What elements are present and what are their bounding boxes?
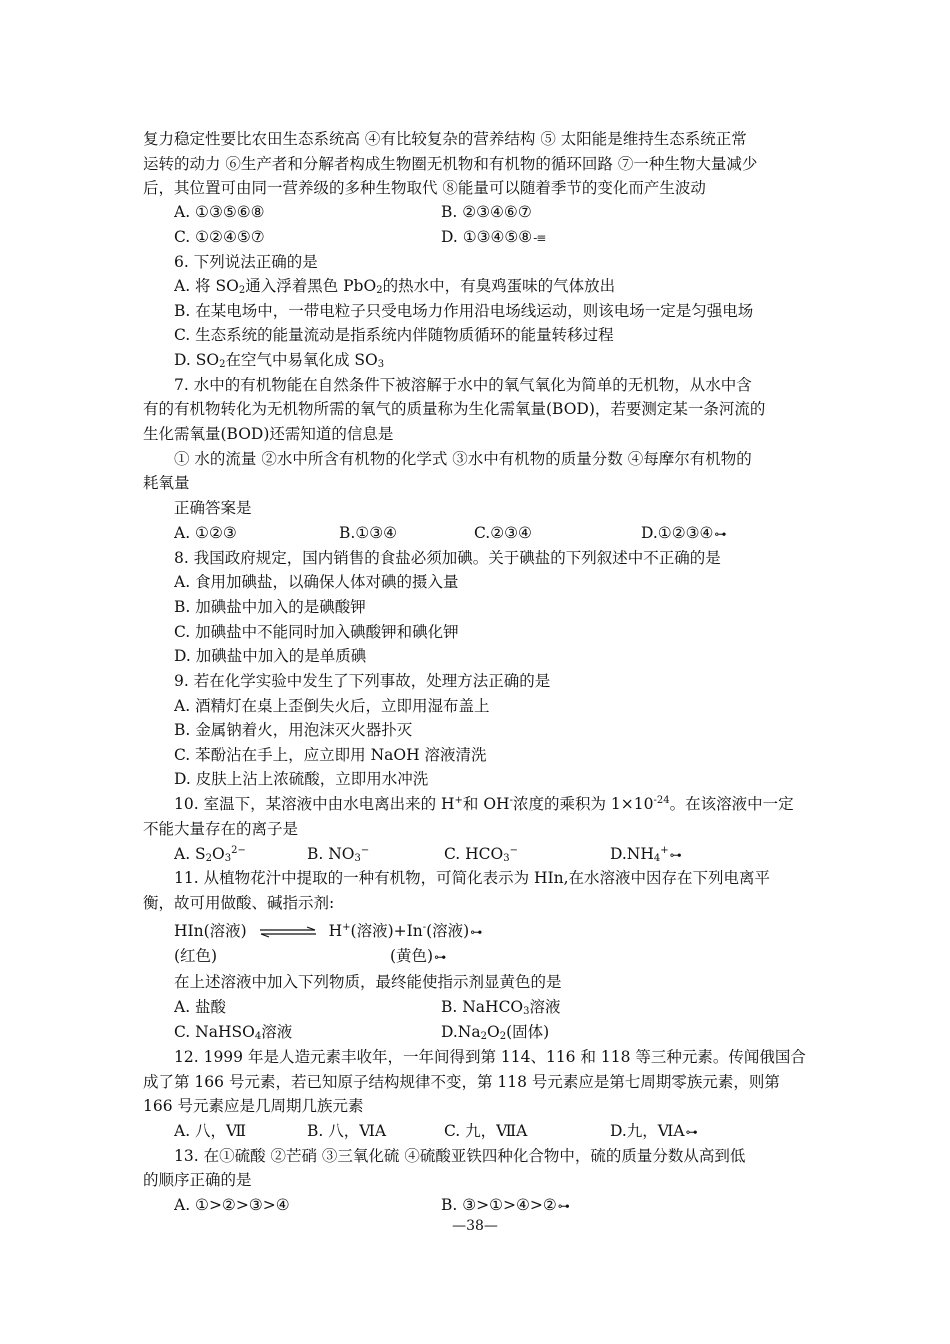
q11-eq-left: HIn(溶液) xyxy=(174,922,247,940)
equilibrium-arrows-icon xyxy=(258,926,318,938)
q9-option-d: D. 皮肤上沾上浓硫酸，立即用水冲洗 xyxy=(174,770,429,788)
q7-options xyxy=(174,521,824,545)
q6-stem: 6. 下列说法正确的是 xyxy=(174,253,318,271)
q12-option-c: C. 九，ⅦA xyxy=(444,1122,528,1140)
q7-text-line-5: 耗氧量 xyxy=(143,474,190,492)
q10-text-line-1: 10. 室温下，某溶液中由水电离出来的 H+和 OH-浓度的乘积为 $1\times 10^{-24}$。在该溶液中一定 xyxy=(174,795,794,813)
q7-text-line-2: 有的有机物转化为无机物所需的氧气的质量称为生化需氧量(BOD)，若要测定某一条河流的 xyxy=(143,400,766,418)
q7-option-d: D.①②③④⊶ xyxy=(641,521,725,545)
q11-option-b: B. NaHCO$_3$溶液 xyxy=(441,998,561,1017)
q9-stem: 9. 若在化学实验中发生了下列事故，处理方法正确的是 xyxy=(174,672,551,690)
q10-option-c: C. $HCO_3^-$ xyxy=(444,845,519,864)
answer-mark-icon: -≡ xyxy=(533,231,546,245)
q11-eq-right: H+(溶液)+In-(溶液)⊶ xyxy=(329,922,482,940)
q8-option-a: A. 食用加碘盐，以确保人体对碘的摄入量 xyxy=(174,573,459,591)
q8-option-b: B. 加碘盐中加入的是碘酸钾 xyxy=(174,598,366,616)
q5-option-a: A. ①③⑤⑥⑧ xyxy=(174,203,265,221)
q8-stem: 8. 我国政府规定，国内销售的食盐必须加碘。关于碘盐的下列叙述中不正确的是 xyxy=(174,549,721,567)
q5-text-line-3: 后，其位置可由同一营养级的多种生物取代 ⑧能量可以随着季节的变化而产生波动 xyxy=(143,179,706,197)
q11-option-row-1 xyxy=(174,995,824,1019)
q10-option-b: B. $NO_3^-$ xyxy=(307,845,370,864)
q7-text-line-1: 7. 水中的有机物能在自然条件下被溶解于水中的氧气氧化为简单的无机物，从水中含 xyxy=(174,376,752,394)
q12-option-d: D.九，ⅥA⊶ xyxy=(610,1119,697,1143)
page-number: —38— xyxy=(452,1218,498,1234)
q10-options xyxy=(174,842,824,866)
answer-mark-icon: ⊶ xyxy=(669,848,681,862)
q12-option-a: A. 八，Ⅶ xyxy=(174,1122,247,1140)
answer-mark-icon: ⊶ xyxy=(434,950,446,964)
q11-stem: 在上述溶液中加入下列物质，最终能使指示剂显黄色的是 xyxy=(174,973,562,991)
q7-answer-prompt: 正确答案是 xyxy=(174,499,252,517)
answer-mark-icon: ⊶ xyxy=(685,1125,697,1139)
q6-option-c: C. 生态系统的能量流动是指系统内伴随物质循环的能量转移过程 xyxy=(174,326,614,344)
q11-option-row-2 xyxy=(174,1020,824,1044)
q11-text-line-2: 衡，故可用做酸、碱指示剂: xyxy=(143,894,335,912)
q7-option-a: A. ①②③ xyxy=(174,524,237,542)
q13-option-b: B. ③>①>④>②⊶ xyxy=(441,1193,569,1217)
q12-text-line-3: 166 号元素应是几周期几族元素 xyxy=(143,1097,364,1115)
q9-option-a: A. 酒精灯在桌上歪倒失火后，立即用湿布盖上 xyxy=(174,697,490,715)
q10-option-a: A. $S_2O_3^{2-}$ xyxy=(174,845,246,864)
q11-text-line-1: 11. 从植物花汁中提取的一种有机物，可简化表示为 HIn,在水溶液中因存在下列电离平 xyxy=(174,869,771,887)
q9-option-c: C. 苯酚沾在手上，应立即用 NaOH 溶液清洗 xyxy=(174,746,487,764)
q5-text-line-1: 复力稳定性要比农田生态系统高 ④有比较复杂的营养结构 ⑤ 太阳能是维持生态系统正常 xyxy=(143,130,747,148)
q11-equilibrium-equation xyxy=(174,919,824,943)
q7-text-line-4: ① 水的流量 ②水中所含有机物的化学式 ③水中有机物的质量分数 ④每摩尔有机物的 xyxy=(174,450,752,468)
q9-option-b: B. 金属钠着火，用泡沫灭火器扑灭 xyxy=(174,721,413,739)
answer-mark-icon: ⊶ xyxy=(557,1199,569,1213)
q5-option-row-2 xyxy=(174,225,824,249)
q5-option-c: C. ①②④⑤⑦ xyxy=(174,228,265,246)
answer-mark-icon: ⊶ xyxy=(714,527,726,541)
q11-color-labels xyxy=(174,944,824,968)
q11-color-red: (红色) xyxy=(174,947,218,965)
q11-option-a: A. 盐酸 xyxy=(174,998,227,1016)
q13-option-a: A. ①>②>③>④ xyxy=(174,1196,290,1214)
q13-text-line-1: 13. 在①硫酸 ②芒硝 ③三氧化硫 ④硫酸亚铁四种化合物中，硫的质量分数从高到低 xyxy=(174,1147,746,1165)
q10-option-d: $D.NH_4^+⊶$ xyxy=(610,842,681,866)
q12-options xyxy=(174,1119,824,1143)
q11-option-d: $D.Na_2O_2$(固体) xyxy=(441,1023,550,1042)
q12-text-line-1: 12. 1999 年是人造元素丰收年，一年间得到第 114、116 和 118 等三种元素。传闻俄国合 xyxy=(174,1048,806,1066)
q7-text-line-3: 生化需氧量(BOD)还需知道的信息是 xyxy=(143,425,394,443)
q5-option-row-1 xyxy=(174,200,824,224)
q8-option-c: C. 加碘盐中不能同时加入碘酸钾和碘化钾 xyxy=(174,623,459,641)
q11-color-yellow: (黄色)⊶ xyxy=(390,944,445,968)
q7-option-c: C.②③④ xyxy=(474,524,532,542)
q8-option-d: D. 加碘盐中加入的是单质碘 xyxy=(174,647,367,665)
q7-option-b: B.①③④ xyxy=(339,524,398,542)
q5-text-line-2: 运转的动力 ⑥生产者和分解者构成生物圈无机物和有机物的循环回路 ⑦一种生物大量减少 xyxy=(143,155,758,173)
q12-option-b: B. 八，ⅥA xyxy=(307,1122,387,1140)
q6-option-d: D. $SO_2$在空气中易氧化成 $SO_3$ xyxy=(174,351,385,370)
q5-option-d: D. ①③④⑤⑧-≡ xyxy=(441,225,545,249)
q6-option-b: B. 在某电场中，一带电粒子只受电场力作用沿电场线运动，则该电场一定是匀强电场 xyxy=(174,302,754,320)
q5-option-b: B. ②③④⑥⑦ xyxy=(441,203,532,221)
q11-option-c: C. NaHSO$_4$溶液 xyxy=(174,1023,293,1042)
answer-mark-icon: ⊶ xyxy=(470,925,482,939)
q6-option-a: A. 将 $SO_2$通入浮着黑色 PbO$_2$的热水中，有臭鸡蛋味的气体放出 xyxy=(174,277,616,296)
q10-text-line-2: 不能大量存在的离子是 xyxy=(143,820,299,838)
q13-text-line-2: 的顺序正确的是 xyxy=(143,1171,252,1189)
q12-text-line-2: 成了第 166 号元素，若已知原子结构规律不变，第 118 号元素应是第七周期零族元素，则第 xyxy=(143,1073,780,1091)
